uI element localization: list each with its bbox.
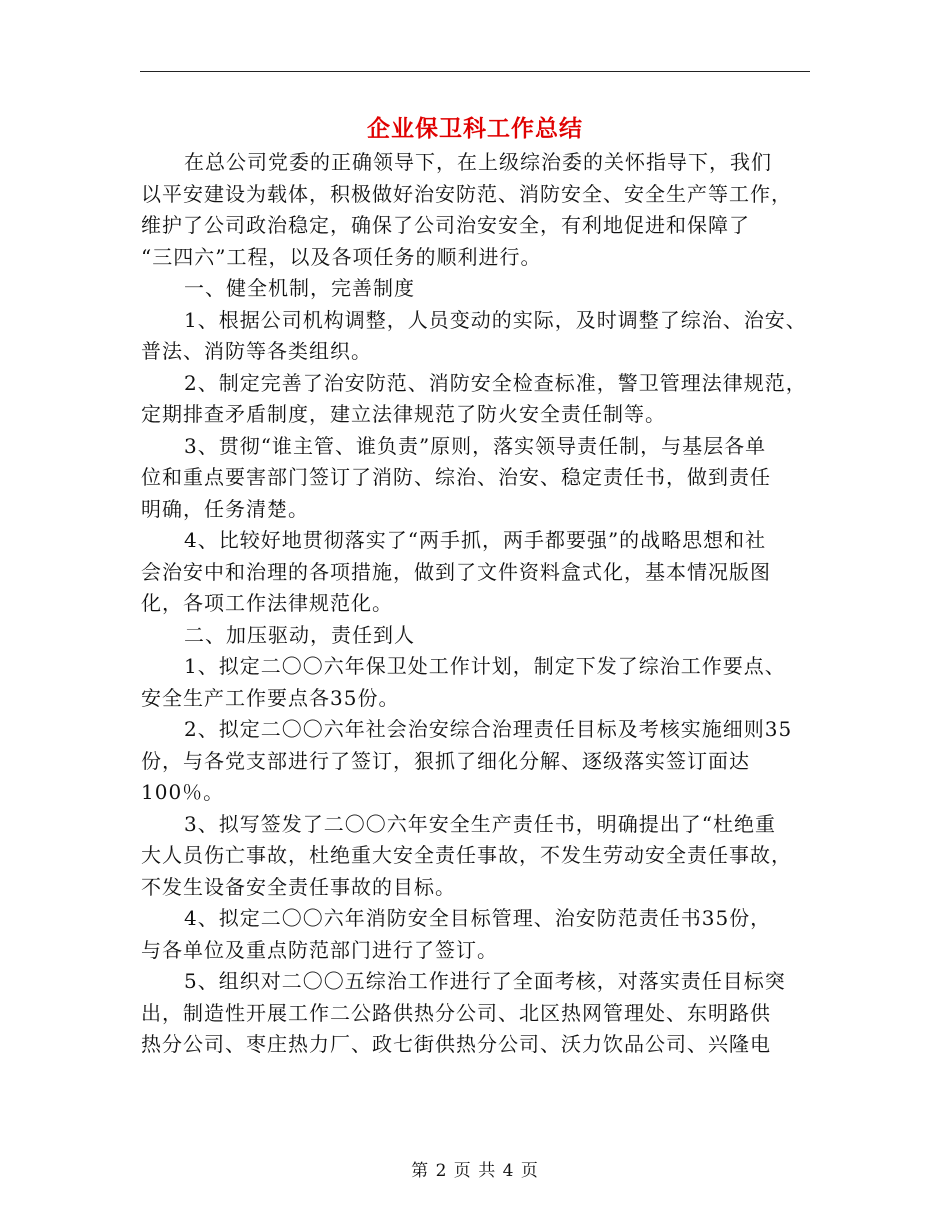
document-body: [141, 147, 811, 1061]
text-line: 份，与各党支部进行了签订，狠抓了细化分解、逐级落实签订面达: [141, 748, 750, 773]
text-line: 3、拟写签发了二〇〇六年安全生产责任书，明确提出了“杜绝重: [184, 811, 776, 836]
document-title: 企业保卫科工作总结: [367, 116, 583, 142]
text-line: 5、组织对二〇〇五综治工作进行了全面考核，对落实责任目标突: [184, 969, 786, 993]
text-line: 2、拟定二〇〇六年社会治安综合治理责任目标及考核实施细则35: [184, 717, 793, 741]
text-line: 在总公司党委的正确领导下，在上级综治委的关怀指导下，我们: [184, 150, 772, 174]
text-line: “三四六”工程，以及各项任务的顺利进行。: [141, 244, 542, 269]
text-line: 二、加压驱动，责任到人: [184, 622, 415, 647]
text-line: 4、比较好地贯彻落实了“两手抓，两手都要强”的战略思想和社: [184, 528, 767, 552]
text-line: 4、拟定二〇〇六年消防安全目标管理、治安防范责任书35份，: [184, 906, 772, 930]
text-line: 与各单位及重点防范部门进行了签订。: [141, 937, 498, 962]
text-line: 一、健全机制，完善制度: [184, 276, 415, 300]
text-line: 会治安中和治理的各项措施，做到了文件资料盒式化，基本情况版图: [141, 559, 771, 584]
text-line: 以平安建设为载体，积极做好治安防范、消防安全、安全生产等工作，: [141, 181, 792, 206]
text-line: 定期排查矛盾制度，建立法律规范了防火安全责任制等。: [141, 402, 666, 426]
text-line: 3、贯彻“谁主管、谁负责”原则，落实领导责任制，与基层各单: [184, 433, 767, 458]
text-line: 100％。: [141, 780, 225, 804]
text-line: 普法、消防等各类组织。: [141, 339, 372, 363]
text-line: 不发生设备安全责任事故的目标。: [141, 874, 456, 899]
text-line: 维护了公司政治稳定，确保了公司治安安全，有利地促进和保障了: [141, 213, 750, 237]
text-line: 位和重点要害部门签订了消防、综治、治安、稳定责任书，做到责任: [141, 465, 771, 489]
text-line: 热分公司、枣庄热力厂、政七街供热分公司、沃力饮品公司、兴隆电: [141, 1032, 771, 1056]
text-line: 化，各项工作法律规范化。: [141, 591, 393, 615]
text-line: 大人员伤亡事故，杜绝重大安全责任事故，不发生劳动安全责任事故，: [141, 843, 792, 867]
text-line: 1、拟定二〇〇六年保卫处工作计划，制定下发了综治工作要点、: [184, 654, 786, 678]
header-rule: [140, 71, 810, 72]
page-footer: 第 2 页 共 4 页: [411, 1161, 539, 1181]
text-line: 出，制造性开展工作二公路供热分公司、北区热网管理处、东明路供: [141, 1000, 771, 1025]
text-line: 安全生产工作要点各35份。: [141, 685, 400, 710]
text-line: 2、制定完善了治安防范、消防安全检查标准，警卫管理法律规范，: [184, 370, 807, 395]
text-line: 明确，任务清楚。: [141, 496, 309, 521]
text-line: 1、根据公司机构调整，人员变动的实际，及时调整了综治、治安、: [184, 307, 807, 332]
